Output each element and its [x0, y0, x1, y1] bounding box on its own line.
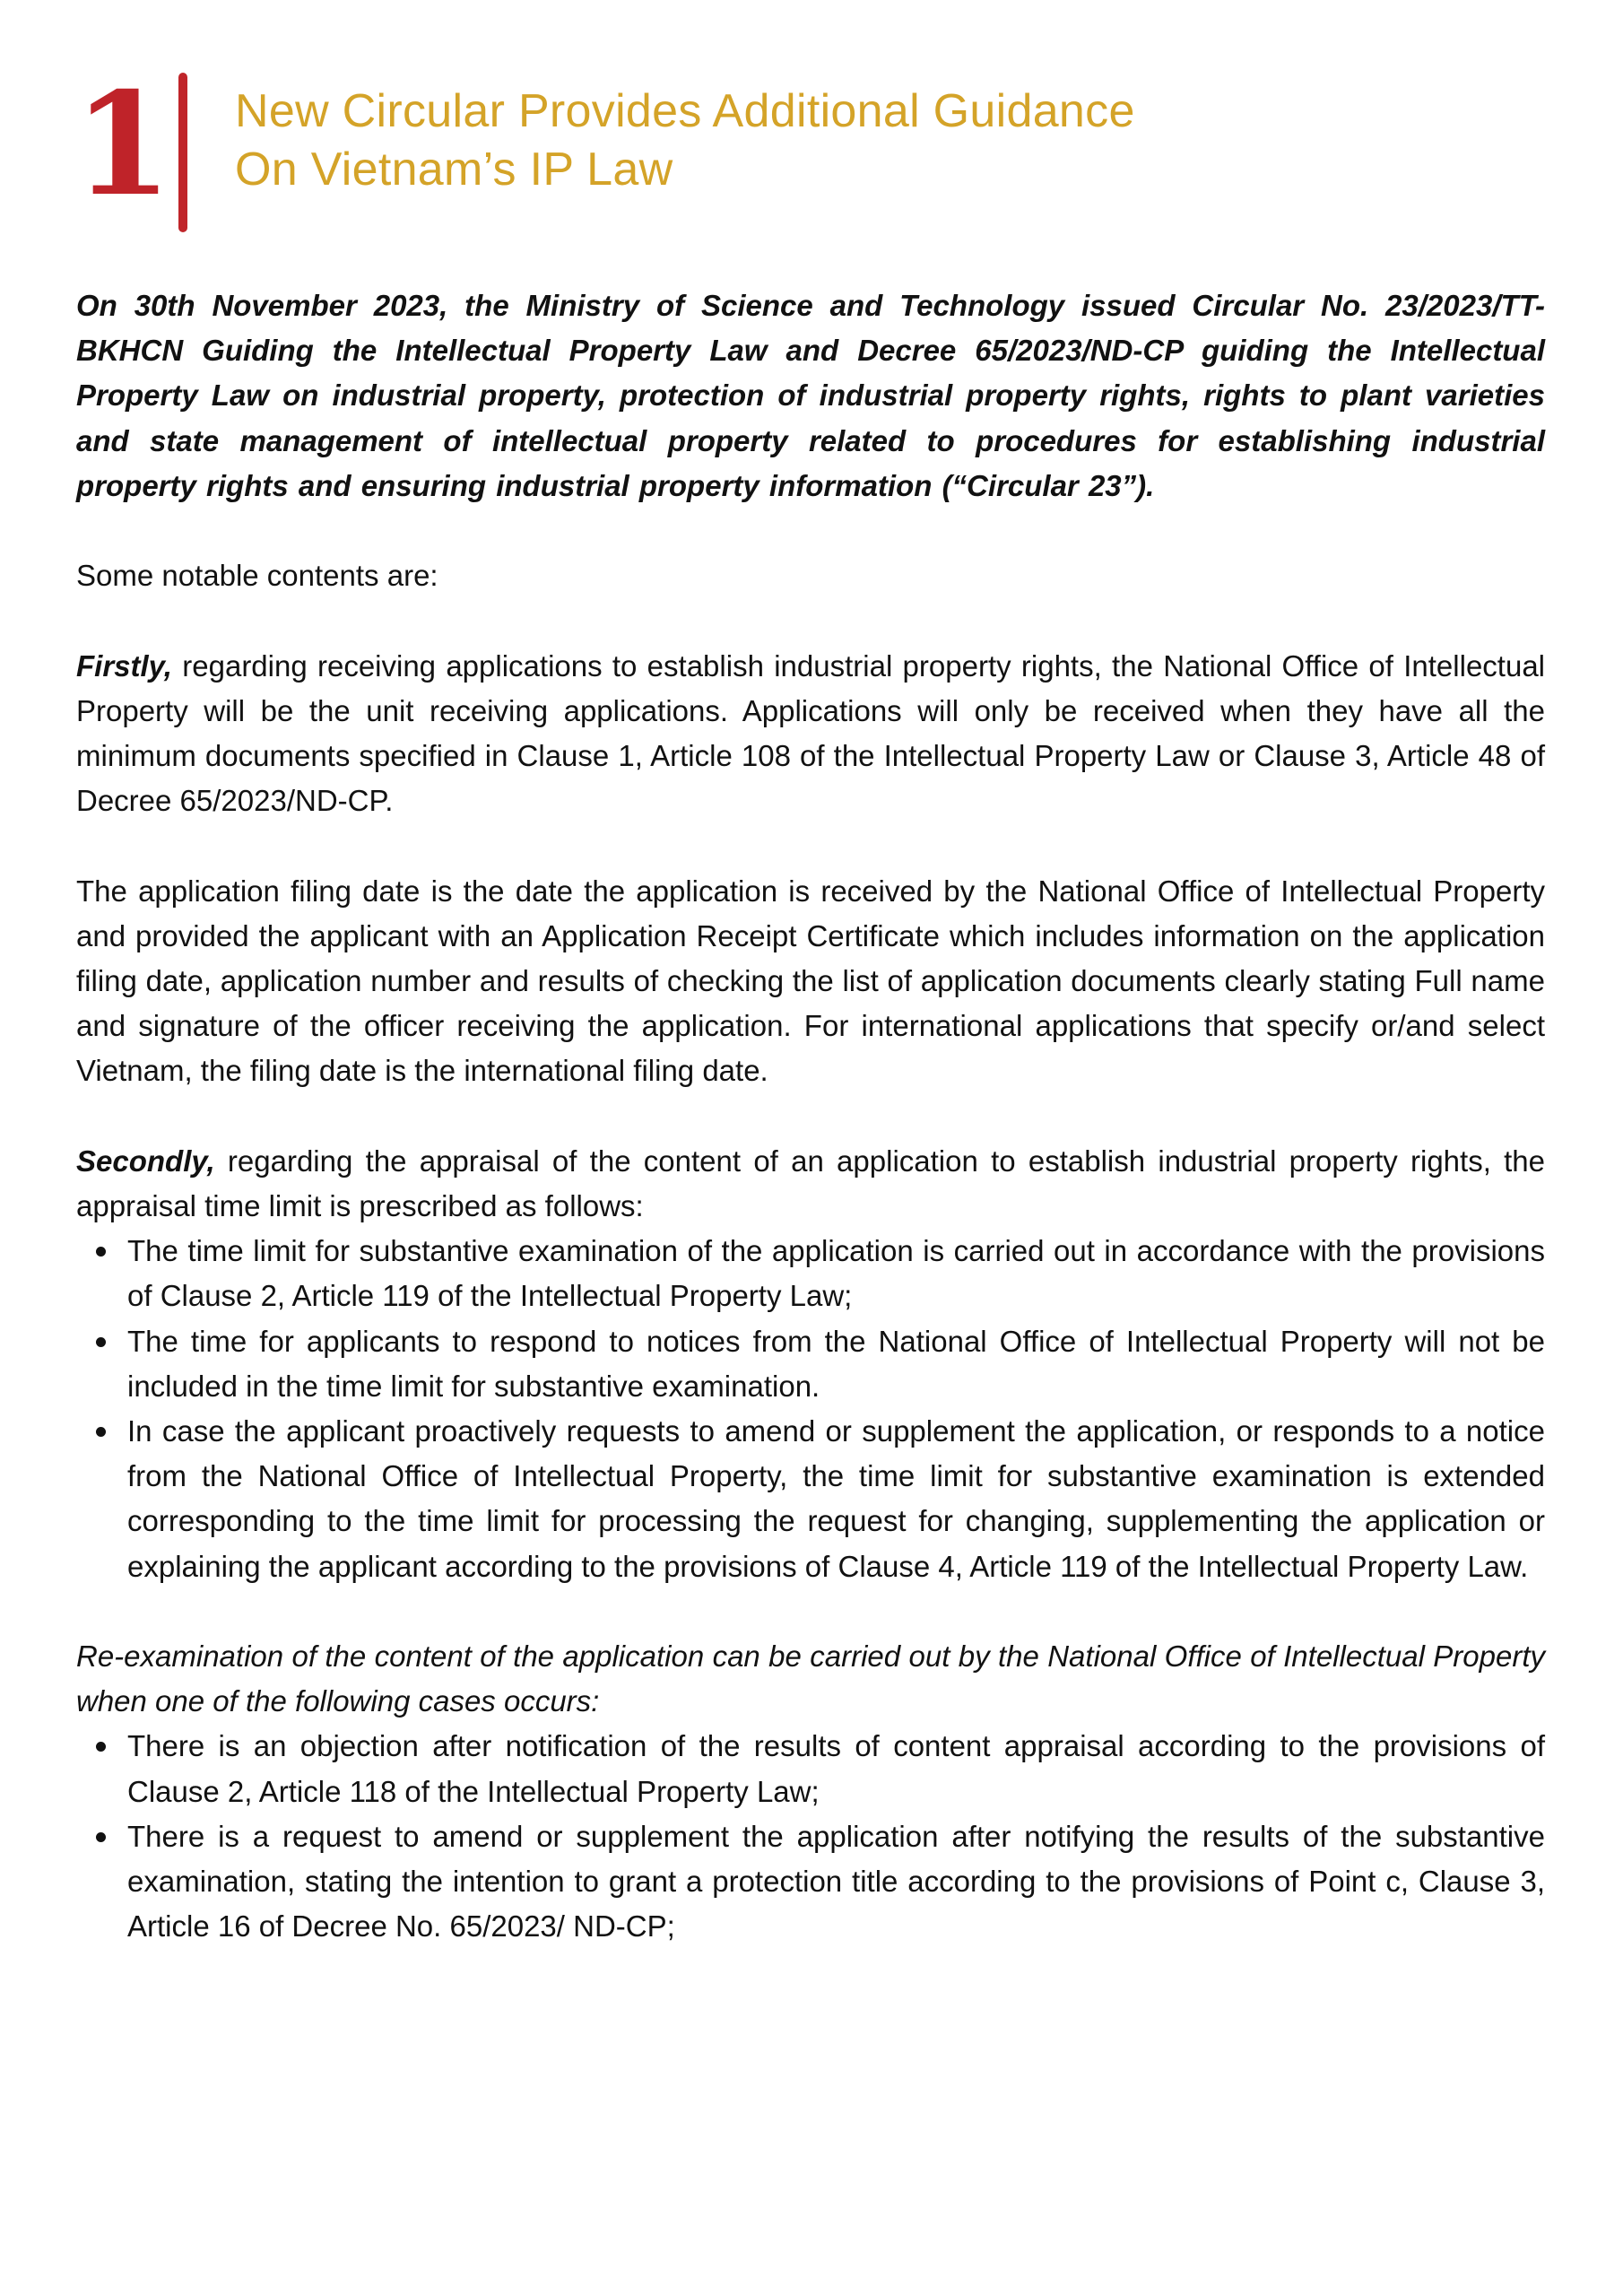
article-body	[76, 283, 1545, 1995]
firstly-paragraph	[76, 644, 1545, 824]
bullet-icon	[96, 1832, 106, 1842]
secondly-paragraph	[76, 1139, 1545, 1229]
list-item: There is a request to amend or supplement the application after notifying the results of the substantive examination, stating the intention to grant a protection title according to the provisions of Point c, Clause 3, Article 16 of Decree No. 65/2023/ ND-CP;	[76, 1814, 1545, 1950]
vertical-divider-bar	[178, 73, 187, 232]
notable-contents-paragraph: Some notable contents are:	[76, 559, 438, 593]
bullet-icon	[96, 1337, 106, 1347]
section-title	[235, 83, 1490, 199]
firstly-text: regarding receiving applications to establish industrial property rights, the National Office of Intellectual Property will be the unit receiving applications. Applications will only be received when they have all the minimum documents specified in Clause 1, Article 108 of the Intellectual Property Law or Clause 3, Article 48 of Decree 65/2023/ND-CP.	[76, 648, 1545, 818]
section-header	[0, 0, 1623, 251]
bullet-icon	[96, 1742, 106, 1752]
list-item: There is an objection after notification of the results of content appraisal according to the provisions of Clause 2, Article 118 of the Intellectual Property Law;	[76, 1724, 1545, 1813]
section-title-line-1: New Circular Provides Additional Guidance	[235, 85, 1135, 137]
bullet-icon	[96, 1247, 106, 1257]
reexamination-paragraph: Re-examination of the content of the application can be carried out by the National Office of Intellectual Property when one of the following cases occurs:	[76, 1639, 1545, 1718]
appraisal-time-limit-list	[76, 1229, 1545, 1589]
list-item: The time limit for substantive examination of the application is carried out in accordance with the provisions of Clause 2, Article 119 of the Intellectual Property Law;	[76, 1229, 1545, 1318]
secondly-text: regarding the appraisal of the content of an application to establish industrial property rights, the appraisal time limit is prescribed as follows:	[76, 1144, 1545, 1222]
section-number: 1	[74, 62, 169, 228]
filing-date-paragraph: The application filing date is the date the application is received by the National Office of Intellectual Property and provided the applicant with an Application Receipt Certificate which includes information on the application filing date, application number and results of checking the list of application documents clearly stating Full name and signature of the officer receiving the application. For international applications that specify or/and select Vietnam, the filing date is the international filing date.	[76, 874, 1545, 1088]
reexamination-cases-list	[76, 1724, 1545, 1949]
intro-paragraph: On 30th November 2023, the Ministry of Science and Technology issued Circular No. 23/2023/TT-BKHCN Guiding the Intellectual Property Law and Decree 65/2023/ND-CP guiding the Intellectual Property Law on industrial property, protection of industrial property rights, rights to plant varieties and state management of intellectual property related to procedures for establishing industrial property rights and ensuring industrial property information (“Circular 23”).	[76, 289, 1545, 502]
secondly-lead: Secondly,	[76, 1144, 215, 1178]
firstly-lead: Firstly,	[76, 648, 172, 683]
bullet-icon	[96, 1427, 106, 1437]
list-item: The time for applicants to respond to notices from the National Office of Intellectual Property will not be included in the time limit for substantive examination.	[76, 1319, 1545, 1409]
list-item: In case the applicant proactively requests to amend or supplement the application, or responds to a notice from the National Office of Intellectual Property, the time limit for substantive examination is extended corresponding to the time limit for processing the request for changing, supplementing the application or explaining the applicant according to the provisions of Clause 4, Article 119 of the Intellectual Property Law.	[76, 1409, 1545, 1589]
section-title-line-2: On Vietnam’s IP Law	[235, 144, 673, 196]
